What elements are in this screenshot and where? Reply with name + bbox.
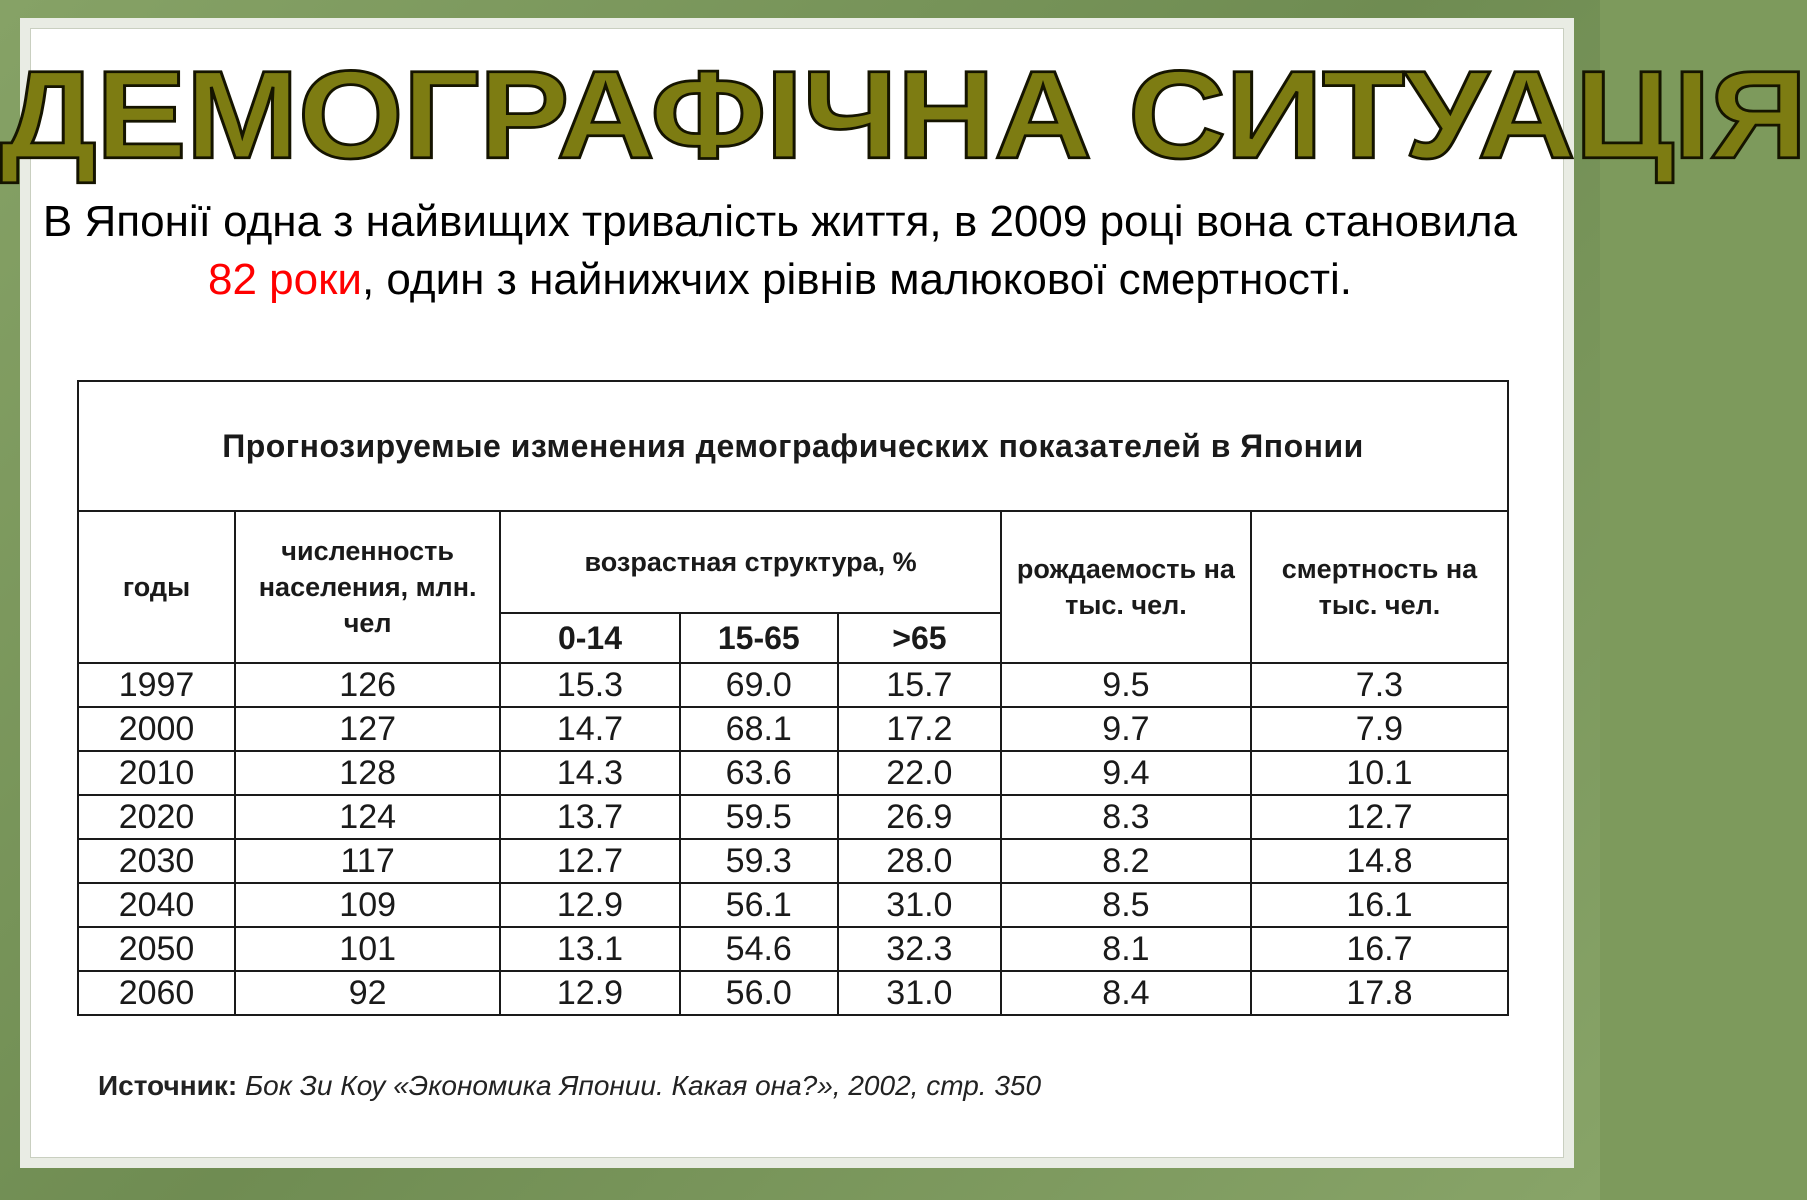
cell-death-rate: 12.7 <box>1251 795 1508 839</box>
cell-birth-rate: 8.1 <box>1001 927 1251 971</box>
header-years: годы <box>78 511 235 663</box>
cell-population: 128 <box>235 751 500 795</box>
cell-age-0-14: 12.9 <box>500 971 680 1015</box>
source-label: Источник: <box>98 1070 238 1101</box>
intro-text-before: В Японії одна з найвищих тривалість життя, в 2009 році вона становила <box>42 197 1518 246</box>
cell-age-65-plus: 31.0 <box>838 971 1001 1015</box>
cell-population: 127 <box>235 707 500 751</box>
cell-age-65-plus: 22.0 <box>838 751 1001 795</box>
cell-population: 109 <box>235 883 500 927</box>
cell-population: 117 <box>235 839 500 883</box>
cell-population: 92 <box>235 971 500 1015</box>
cell-age-15-65: 59.5 <box>680 795 838 839</box>
cell-year: 2020 <box>78 795 235 839</box>
cell-birth-rate: 9.7 <box>1001 707 1251 751</box>
table-row <box>78 751 1508 795</box>
slide-title: ДЕМОГРАФІЧНА СИТУАЦІЯ <box>0 44 1807 185</box>
cell-age-15-65: 56.0 <box>680 971 838 1015</box>
cell-death-rate: 16.7 <box>1251 927 1508 971</box>
cell-death-rate: 7.9 <box>1251 707 1508 751</box>
cell-year: 2010 <box>78 751 235 795</box>
cell-age-15-65: 69.0 <box>680 663 838 707</box>
cell-age-15-65: 56.1 <box>680 883 838 927</box>
cell-age-0-14: 14.3 <box>500 751 680 795</box>
cell-year: 2050 <box>78 927 235 971</box>
table-row <box>78 883 1508 927</box>
intro-highlight: 82 роки <box>208 255 362 304</box>
cell-age-15-65: 54.6 <box>680 927 838 971</box>
demographics-table <box>77 380 1509 1016</box>
cell-year: 2000 <box>78 707 235 751</box>
table-row <box>78 663 1508 707</box>
cell-death-rate: 16.1 <box>1251 883 1508 927</box>
cell-death-rate: 17.8 <box>1251 971 1508 1015</box>
cell-birth-rate: 9.5 <box>1001 663 1251 707</box>
cell-age-0-14: 13.7 <box>500 795 680 839</box>
table-row <box>78 971 1508 1015</box>
intro-text-after: , один з найнижчих рівнів малюкової смертності. <box>361 255 1352 304</box>
source-note <box>98 1070 1041 1102</box>
cell-age-0-14: 15.3 <box>500 663 680 707</box>
cell-year: 1997 <box>78 663 235 707</box>
cell-death-rate: 10.1 <box>1251 751 1508 795</box>
header-death-rate: смертность на тыс. чел. <box>1251 511 1508 663</box>
cell-year: 2060 <box>78 971 235 1015</box>
cell-age-15-65: 63.6 <box>680 751 838 795</box>
cell-population: 101 <box>235 927 500 971</box>
cell-age-0-14: 12.9 <box>500 883 680 927</box>
demographics-table-container <box>77 380 1509 1032</box>
cell-population: 126 <box>235 663 500 707</box>
cell-age-15-65: 59.3 <box>680 839 838 883</box>
header-age-65-plus: >65 <box>838 613 1001 663</box>
header-age-structure: возрастная структура, % <box>500 511 1001 613</box>
cell-age-0-14: 12.7 <box>500 839 680 883</box>
cell-age-65-plus: 15.7 <box>838 663 1001 707</box>
cell-population: 124 <box>235 795 500 839</box>
cell-birth-rate: 8.2 <box>1001 839 1251 883</box>
cell-death-rate: 14.8 <box>1251 839 1508 883</box>
header-age-15-65: 15-65 <box>680 613 838 663</box>
table-row <box>78 839 1508 883</box>
cell-year: 2040 <box>78 883 235 927</box>
cell-age-65-plus: 26.9 <box>838 795 1001 839</box>
intro-paragraph <box>40 193 1520 309</box>
cell-death-rate: 7.3 <box>1251 663 1508 707</box>
cell-age-0-14: 14.7 <box>500 707 680 751</box>
cell-birth-rate: 8.5 <box>1001 883 1251 927</box>
header-birth-rate: рождаемость на тыс. чел. <box>1001 511 1251 663</box>
source-text: Бок Зи Коу «Экономика Японии. Какая она?», 2002, стр. 350 <box>237 1070 1042 1101</box>
table-row <box>78 707 1508 751</box>
cell-age-65-plus: 31.0 <box>838 883 1001 927</box>
header-age-0-14: 0-14 <box>500 613 680 663</box>
table-row <box>78 927 1508 971</box>
cell-year: 2030 <box>78 839 235 883</box>
cell-age-65-plus: 32.3 <box>838 927 1001 971</box>
cell-age-0-14: 13.1 <box>500 927 680 971</box>
cell-birth-rate: 8.4 <box>1001 971 1251 1015</box>
cell-age-65-plus: 17.2 <box>838 707 1001 751</box>
header-population: численность населения, млн. чел <box>235 511 500 663</box>
cell-age-15-65: 68.1 <box>680 707 838 751</box>
cell-birth-rate: 9.4 <box>1001 751 1251 795</box>
table-caption: Прогнозируемые изменения демографических показателей в Японии <box>78 381 1508 511</box>
cell-birth-rate: 8.3 <box>1001 795 1251 839</box>
table-row <box>78 795 1508 839</box>
cell-age-65-plus: 28.0 <box>838 839 1001 883</box>
